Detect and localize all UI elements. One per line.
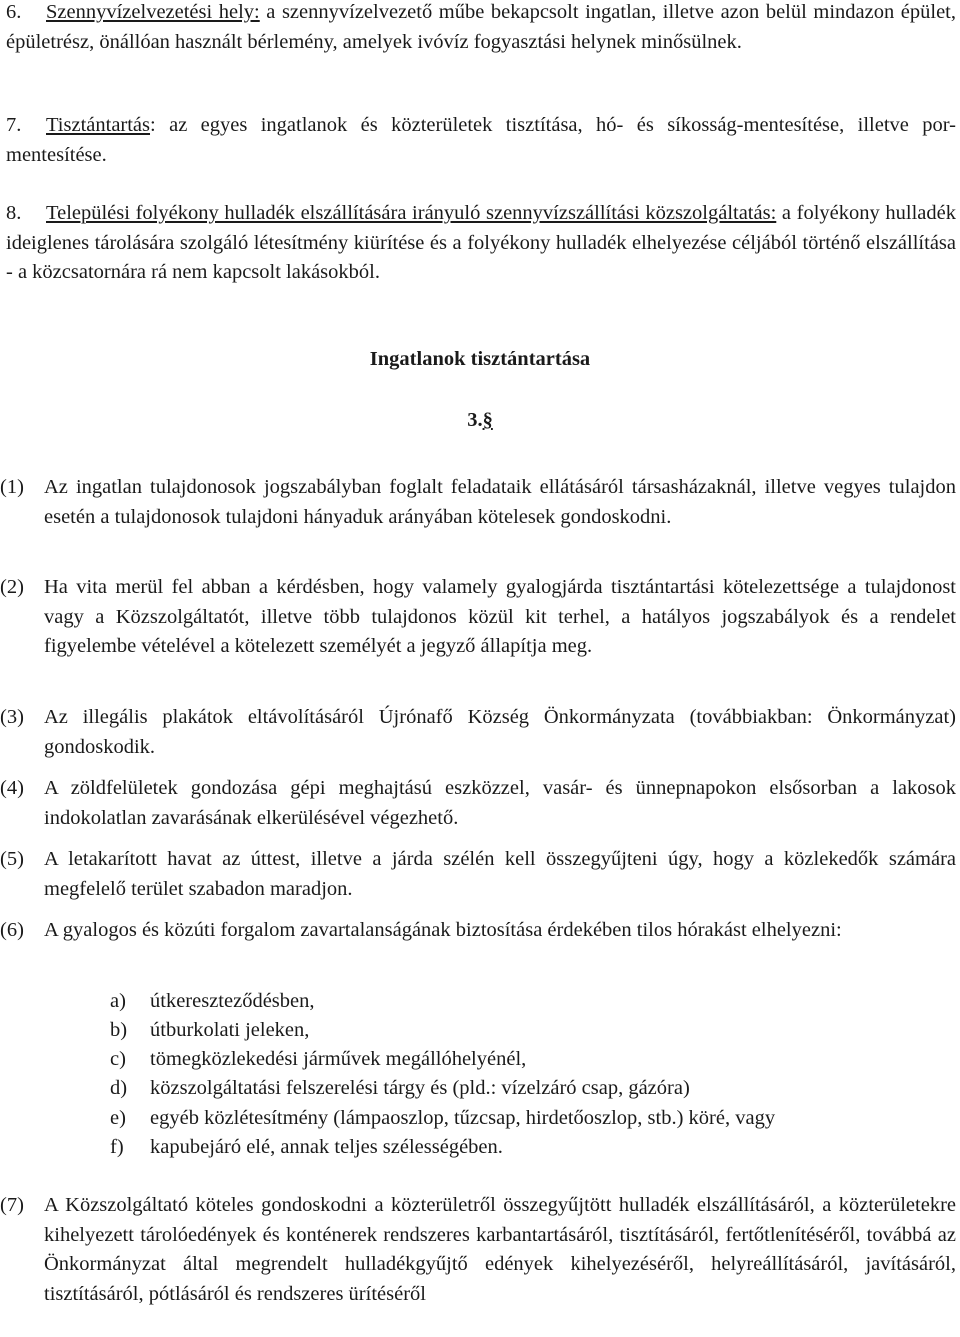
paragraph-text: Ha vita merül fel abban a kérdésben, hogy valamely gyalogjárda tisztántartási kötelezettsége a tulajdonost vagy a Közszolgáltatót, illetve több tulajdonos közül kit terhel, a hatályos jogszabályok és a rendelet figyelembe vételével a kötelezett személyét a jegyző állapítja meg. xyxy=(44,576,956,657)
paragraph-4 xyxy=(0,774,956,833)
list-item-letter: b) xyxy=(110,1019,128,1041)
list-item-text: útburkolati jeleken, xyxy=(150,1019,310,1041)
definition-6 xyxy=(6,0,956,57)
definition-8 xyxy=(6,199,956,288)
paragraph-number: (6) xyxy=(0,919,24,941)
paragraph-6 xyxy=(0,916,956,946)
list-item-text: útkereszteződésben, xyxy=(150,990,315,1012)
paragraph-number: (2) xyxy=(0,576,24,598)
paragraph-text: Az illegális plakátok eltávolításáról Újrónafő Község Önkormányzata (továbbiakban: Önkormányzat) gondoskodik. xyxy=(44,706,956,758)
definition-7 xyxy=(6,111,956,170)
section-number xyxy=(0,406,960,436)
list-item xyxy=(110,1104,930,1134)
definition-text: : az egyes ingatlanok és közterületek tisztítása, hó- és síkosság-mentesítése, illetve por-mentesítése. xyxy=(6,114,956,166)
paragraph-number: (1) xyxy=(0,476,24,498)
paragraph-7 xyxy=(0,1191,956,1309)
definition-number: 7. xyxy=(6,114,22,136)
paragraph-text: A zöldfelületek gondozása gépi meghajtású eszközzel, vasár- és ünnepnapokon elsősorban a lakosok indokolatlan zavarásának elkerülésével végezhető. xyxy=(44,777,956,829)
paragraph-number: (5) xyxy=(0,848,24,870)
list-item xyxy=(110,987,930,1017)
section-title: Ingatlanok tisztántartása xyxy=(369,348,591,370)
list-item-text: kapubejáró elé, annak teljes szélességében. xyxy=(150,1136,503,1158)
paragraph-2 xyxy=(0,573,956,662)
list-item xyxy=(110,1016,930,1046)
list-item xyxy=(110,1133,930,1163)
section-number-text: 3. xyxy=(467,409,483,431)
paragraph-text: A gyalogos és közúti forgalom zavartalanságának biztosítása érdekében tilos hórakást elhelyezni: xyxy=(44,919,842,941)
definition-number: 8. xyxy=(6,202,22,224)
list-item xyxy=(110,1045,930,1075)
list-item-letter: a) xyxy=(110,990,126,1012)
definition-term: Tisztántartás xyxy=(46,114,151,136)
list-item-text: tömegközlekedési járművek megállóhelyénél, xyxy=(150,1048,527,1070)
list-item-letter: e) xyxy=(110,1107,126,1129)
paragraph-text: A Közszolgáltató köteles gondoskodni a közterületről összegyűjtött hulladék elszállításáról, a közterületekre kihelyezett tárolóedények és konténerek rendszeres karbantartásáról, tisztításáról, fertőtlenítéséről, továbbá az Önkormányzat által megrendelt hulladékgyűjtő edények kihelyezéséről, helyreállításáról, javításáról, tisztításáról, pótlásáról és rendszeres ürítéséről xyxy=(44,1194,956,1305)
paragraph-number: (4) xyxy=(0,777,24,799)
paragraph-text: Az ingatlan tulajdonosok jogszabályban foglalt feladataik ellátásáról társasházaknál, illetve vegyes tulajdon esetén a tulajdonosok tulajdoni hányaduk arányában kötelesek gondoskodni. xyxy=(44,476,956,528)
paragraph-text: A letakarított havat az úttest, illetve a járda szélén kell összegyűjteni úgy, hogy a közlekedők számára megfelelő terület szabadon maradjon. xyxy=(44,848,956,900)
paragraph-number: (7) xyxy=(0,1194,24,1216)
paragraph-3 xyxy=(0,703,956,762)
paragraph-5 xyxy=(0,845,956,904)
definition-term: Szennyvízelvezetési hely: xyxy=(46,1,260,23)
definition-text: a szennyvízelvezető műbe bekapcsolt ingatlan, illetve azon belül mindazon épület, épületrész, önállóan használt bérlemény, amelyek ivóvíz fogyasztási helynek minősülnek. xyxy=(6,1,956,53)
list-item-text: közszolgáltatási felszerelési tárgy és (pld.: vízelzáró csap, gázóra) xyxy=(150,1077,690,1099)
list-item-letter: c) xyxy=(110,1048,126,1070)
list-item-letter: d) xyxy=(110,1077,128,1099)
list-item xyxy=(110,1074,930,1104)
paragraph-number: (3) xyxy=(0,706,24,728)
definition-number: 6. xyxy=(6,1,22,23)
paragraph-1 xyxy=(0,473,956,532)
list-item-text: egyéb közlétesítmény (lámpaoszlop, tűzcsap, hirdetőoszlop, stb.) köré, vagy xyxy=(150,1107,776,1129)
definition-term: Települési folyékony hulladék elszállítására irányuló szennyvízszállítási közszolgáltatás: xyxy=(46,202,777,224)
list-item-letter: f) xyxy=(110,1136,124,1158)
definition-text: a folyékony hulladék ideiglenes tárolására szolgáló létesítmény kiürítése és a folyékony hulladék elhelyezése céljából történő elszállítása - a közcsatornára rá nem kapcsolt lakásokból. xyxy=(6,202,956,283)
section-sign: § xyxy=(482,409,493,431)
